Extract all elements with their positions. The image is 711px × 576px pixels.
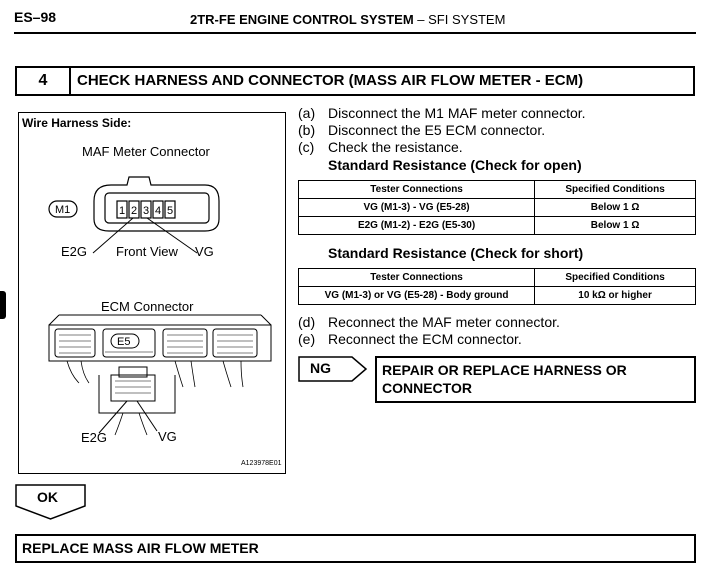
table-header-cell: Tester Connections bbox=[299, 181, 535, 199]
page-title bbox=[190, 12, 505, 27]
table-row bbox=[299, 217, 696, 235]
section-tab-marker bbox=[0, 291, 6, 319]
wire-harness-side-label: Wire Harness Side: bbox=[22, 116, 132, 130]
table-row bbox=[299, 199, 696, 217]
table-header-cell: Specified Conditions bbox=[535, 269, 696, 287]
ecm-leader-lines bbox=[99, 401, 157, 433]
connector-illustration bbox=[19, 113, 285, 473]
ecm-connector-shape bbox=[49, 315, 271, 413]
step-header bbox=[15, 66, 695, 96]
instruction-a bbox=[298, 105, 586, 121]
short-check-table bbox=[298, 268, 696, 305]
instruction-letter: (e) bbox=[298, 331, 316, 347]
table-cell: Below 1 Ω bbox=[535, 199, 696, 217]
table-cell: VG (M1-3) - VG (E5-28) bbox=[299, 199, 535, 217]
short-check-heading: Standard Resistance (Check for short) bbox=[328, 245, 584, 261]
maf-pin-4: 4 bbox=[155, 205, 162, 217]
table-row bbox=[299, 287, 696, 305]
open-check-heading: Standard Resistance (Check for open) bbox=[328, 157, 582, 173]
instruction-d bbox=[298, 314, 560, 330]
instruction-text: Check the resistance. bbox=[328, 139, 463, 155]
ng-arrow-shape bbox=[298, 356, 368, 382]
instruction-letter: (c) bbox=[298, 139, 315, 155]
instruction-letter: (b) bbox=[298, 122, 316, 138]
ng-label: NG bbox=[310, 360, 331, 376]
maf-pin-3: 3 bbox=[143, 205, 150, 217]
ng-result-line-2: CONNECTOR bbox=[382, 380, 472, 396]
table-header-cell: Tester Connections bbox=[299, 269, 535, 287]
instruction-text: Reconnect the MAF meter connector. bbox=[328, 314, 560, 330]
wiring-diagram bbox=[18, 112, 286, 474]
ok-label: OK bbox=[37, 489, 58, 505]
table-cell: 10 kΩ or higher bbox=[535, 287, 696, 305]
page-code: ES–98 bbox=[14, 9, 57, 25]
maf-connector-id: M1 bbox=[55, 204, 71, 216]
ng-result-line-1: REPAIR OR REPLACE HARNESS OR bbox=[382, 362, 627, 378]
instruction-e bbox=[298, 331, 522, 347]
table-header-row bbox=[299, 181, 696, 199]
instruction-text: Disconnect the M1 MAF meter connector. bbox=[328, 105, 586, 121]
table-header-cell: Specified Conditions bbox=[535, 181, 696, 199]
vg-terminal-label-top: VG bbox=[195, 244, 214, 259]
table-cell: VG (M1-3) or VG (E5-28) - Body ground bbox=[299, 287, 535, 305]
step-number: 4 bbox=[17, 68, 71, 94]
e2g-terminal-label-top: E2G bbox=[61, 244, 88, 259]
instruction-text: Reconnect the ECM connector. bbox=[328, 331, 522, 347]
instruction-c bbox=[298, 139, 463, 155]
maf-connector-label: MAF Meter Connector bbox=[82, 144, 210, 159]
ok-result-box: REPLACE MASS AIR FLOW METER bbox=[15, 534, 696, 563]
maf-pin-2: 2 bbox=[131, 205, 138, 217]
instruction-letter: (d) bbox=[298, 314, 316, 330]
ok-branch-tag bbox=[15, 484, 86, 520]
instruction-text: Disconnect the E5 ECM connector. bbox=[328, 122, 546, 138]
maf-pin-1: 1 bbox=[119, 205, 126, 217]
instruction-b bbox=[298, 122, 545, 138]
open-check-table bbox=[298, 180, 696, 235]
e2g-terminal-label-bottom: E2G bbox=[81, 430, 108, 445]
instruction-letter: (a) bbox=[298, 105, 316, 121]
ecm-connector-id: E5 bbox=[117, 336, 131, 348]
ecm-connector-label: ECM Connector bbox=[101, 299, 194, 314]
table-header-row bbox=[299, 269, 696, 287]
header-rule bbox=[14, 32, 696, 34]
step-title: CHECK HARNESS AND CONNECTOR (MASS AIR FLOW METER - ECM) bbox=[77, 72, 584, 89]
title-sub: SFI SYSTEM bbox=[428, 12, 506, 27]
vg-terminal-label-bottom: VG bbox=[158, 429, 177, 444]
table-cell: Below 1 Ω bbox=[535, 217, 696, 235]
title-main: 2TR-FE ENGINE CONTROL SYSTEM bbox=[190, 12, 414, 27]
maf-connector-shape bbox=[49, 177, 219, 231]
ng-result-box bbox=[375, 356, 696, 403]
maf-pin-5: 5 bbox=[167, 205, 174, 217]
table-cell: E2G (M1-2) - E2G (E5-30) bbox=[299, 217, 535, 235]
front-view-label: Front View bbox=[116, 244, 178, 259]
title-separator: – bbox=[413, 12, 429, 27]
figure-code: A123978E01 bbox=[241, 460, 282, 467]
ng-branch-tag bbox=[298, 356, 368, 382]
